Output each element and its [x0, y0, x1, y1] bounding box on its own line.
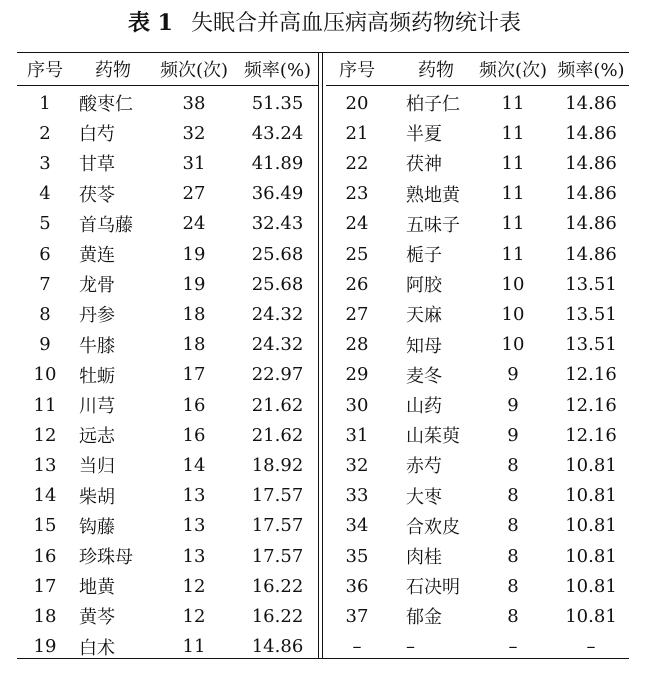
row-frequency: 9 [507, 424, 519, 446]
row-drug: 黄连 [79, 245, 115, 267]
row-rate: 16.22 [251, 605, 304, 627]
table-row [17, 420, 318, 450]
table-row [326, 541, 629, 571]
row-drug: 柴胡 [79, 486, 115, 508]
row-number: 35 [345, 545, 369, 567]
row-number: 24 [345, 213, 369, 235]
table-row [326, 209, 629, 239]
row-frequency: 11 [501, 213, 525, 235]
table-left-half [17, 53, 318, 658]
row-number: 1 [39, 92, 51, 114]
row-rate: 22.97 [251, 364, 304, 386]
row-number: 37 [345, 605, 369, 627]
row-drug: 白芍 [79, 124, 115, 146]
table-row [326, 148, 629, 178]
row-frequency: 13 [182, 485, 206, 507]
row-rate: 10.81 [565, 515, 617, 537]
row-number: 8 [39, 303, 51, 325]
row-drug: 熟地黄 [406, 184, 460, 206]
row-number: 21 [345, 122, 369, 144]
table-row [326, 511, 629, 541]
table-row [17, 330, 318, 360]
row-rate: 10.81 [565, 485, 617, 507]
table-row [326, 481, 629, 511]
row-rate: 13.51 [565, 334, 617, 356]
row-number: 22 [345, 152, 369, 174]
row-number: 14 [33, 485, 57, 507]
row-frequency: 10 [501, 334, 525, 356]
table-label: 表 1 [128, 10, 173, 36]
row-frequency: 11 [501, 152, 525, 174]
table-right-half [326, 53, 629, 658]
row-rate: 12.16 [565, 424, 617, 446]
row-drug: – [406, 636, 415, 658]
row-drug: 钩藤 [79, 516, 115, 538]
row-drug: 栀子 [406, 245, 442, 267]
table-row [17, 179, 318, 209]
row-number: 34 [345, 515, 369, 537]
row-frequency: 11 [182, 636, 206, 658]
row-frequency: 12 [182, 605, 206, 627]
table-row [17, 390, 318, 420]
table-row [17, 239, 318, 269]
row-rate: 41.89 [251, 152, 304, 174]
row-frequency: 19 [182, 273, 206, 295]
row-rate: 17.57 [251, 485, 304, 507]
row-rate: 12.16 [565, 364, 617, 386]
table-row [17, 299, 318, 329]
row-drug: 赤芍 [406, 456, 442, 478]
table-row [326, 239, 629, 269]
header-number: 序号 [339, 60, 375, 81]
table-row [326, 179, 629, 209]
row-rate: 43.24 [251, 122, 304, 144]
row-number: 28 [345, 334, 369, 356]
row-rate: 21.62 [251, 394, 304, 416]
row-frequency: 17 [182, 364, 206, 386]
header-rate: 频率(%) [243, 60, 312, 81]
row-frequency: 8 [507, 575, 519, 597]
herb-frequency-table [17, 52, 629, 659]
table-row [17, 118, 318, 148]
row-number: 12 [33, 424, 57, 446]
row-frequency: – [508, 636, 518, 658]
row-frequency: 31 [182, 152, 206, 174]
row-rate: 12.16 [565, 394, 617, 416]
table-row [326, 88, 629, 118]
row-number: 13 [33, 454, 57, 476]
row-number: 26 [345, 273, 369, 295]
table-row [326, 299, 629, 329]
row-number: 31 [345, 424, 369, 446]
row-number: 20 [345, 92, 369, 114]
row-number: 16 [33, 545, 57, 567]
row-rate: 25.68 [251, 243, 304, 265]
row-drug: 茯神 [406, 154, 442, 176]
row-drug: 知母 [406, 335, 442, 357]
row-drug: 大枣 [406, 486, 442, 508]
row-drug: 石决明 [406, 577, 460, 599]
header-frequency: 频次(次) [478, 60, 548, 81]
row-drug: 山茱萸 [406, 426, 460, 448]
double-divider-line [318, 53, 319, 658]
table-row [17, 601, 318, 631]
row-rate: 17.57 [251, 515, 304, 537]
row-drug: 牛膝 [79, 335, 115, 357]
row-frequency: 24 [182, 213, 206, 235]
row-drug: 阿胶 [406, 275, 442, 297]
row-number: 30 [345, 394, 369, 416]
row-drug: 黄芩 [79, 607, 115, 629]
row-rate: 14.86 [565, 122, 617, 144]
table-row [17, 511, 318, 541]
row-number: 25 [345, 243, 369, 265]
table-title: 失眠合并高血压病高频药物统计表 [190, 11, 521, 36]
table-row [326, 330, 629, 360]
row-rate: 36.49 [251, 183, 304, 205]
row-drug: 首乌藤 [79, 214, 133, 236]
row-drug: 当归 [79, 456, 115, 478]
row-rate: 10.81 [565, 454, 617, 476]
row-frequency: 9 [507, 364, 519, 386]
row-rate: 14.86 [565, 243, 617, 265]
row-drug: 茯苓 [79, 184, 115, 206]
row-frequency: 13 [182, 545, 206, 567]
row-number: 18 [33, 605, 57, 627]
row-frequency: 8 [507, 485, 519, 507]
row-frequency: 18 [182, 334, 206, 356]
row-rate: 14.86 [565, 213, 617, 235]
row-rate: 10.81 [565, 605, 617, 627]
table-row [17, 541, 318, 571]
row-frequency: 11 [501, 243, 525, 265]
header-number: 序号 [27, 60, 63, 81]
table-row [17, 209, 318, 239]
row-drug: 山药 [406, 396, 442, 418]
row-rate: 51.35 [251, 92, 304, 114]
row-number: 11 [33, 394, 57, 416]
row-number: 2 [39, 122, 51, 144]
row-number: 9 [39, 334, 51, 356]
row-frequency: 8 [507, 515, 519, 537]
row-drug: 白术 [79, 637, 115, 659]
table-row [326, 360, 629, 390]
row-rate: 14.86 [565, 183, 617, 205]
row-number: 23 [345, 183, 369, 205]
row-frequency: 27 [182, 183, 206, 205]
row-frequency: 16 [182, 424, 206, 446]
table-row [17, 148, 318, 178]
header-drug: 药物 [95, 60, 131, 81]
row-rate: 16.22 [251, 575, 304, 597]
row-drug: 肉桂 [406, 547, 442, 569]
table-row [326, 632, 629, 662]
row-rate: 25.68 [251, 273, 304, 295]
row-rate: 13.51 [565, 273, 617, 295]
row-frequency: 10 [501, 303, 525, 325]
row-frequency: 12 [182, 575, 206, 597]
row-frequency: 32 [182, 122, 206, 144]
row-rate: 10.81 [565, 575, 617, 597]
row-number: 27 [345, 303, 369, 325]
table-row [326, 571, 629, 601]
header-rate: 频率(%) [557, 60, 625, 81]
row-drug: 五味子 [406, 214, 460, 236]
row-number: 5 [39, 213, 51, 235]
row-frequency: 10 [501, 273, 525, 295]
row-number: 6 [39, 243, 51, 265]
row-frequency: 16 [182, 394, 206, 416]
row-drug: 地黄 [79, 577, 115, 599]
table-header-right [326, 53, 629, 86]
row-drug: 麦冬 [406, 365, 442, 387]
table-row [326, 450, 629, 480]
table-row [326, 390, 629, 420]
table-caption [0, 9, 649, 38]
row-rate: 18.92 [251, 454, 304, 476]
row-rate: 21.62 [251, 424, 304, 446]
row-frequency: 9 [507, 394, 519, 416]
row-rate: 14.86 [565, 92, 617, 114]
row-frequency: 38 [182, 92, 206, 114]
row-number: 33 [345, 485, 369, 507]
header-drug: 药物 [418, 60, 454, 81]
row-number: 32 [345, 454, 369, 476]
row-drug: 柏子仁 [406, 94, 460, 116]
table-row [17, 360, 318, 390]
row-rate: 14.86 [251, 636, 304, 658]
row-frequency: 11 [501, 183, 525, 205]
row-number: 3 [39, 152, 51, 174]
row-rate: 32.43 [251, 213, 304, 235]
row-rate: 24.32 [251, 303, 304, 325]
row-number: 36 [345, 575, 369, 597]
row-frequency: 8 [507, 454, 519, 476]
table-header-left [17, 53, 318, 86]
row-drug: 甘草 [79, 154, 115, 176]
double-divider-line [322, 53, 323, 658]
table-row [17, 481, 318, 511]
row-drug: 天麻 [406, 305, 442, 327]
row-number: 10 [33, 364, 57, 386]
row-rate: 13.51 [565, 303, 617, 325]
table-row [17, 450, 318, 480]
row-drug: 川芎 [79, 396, 115, 418]
row-drug: 牡蛎 [79, 365, 115, 387]
row-frequency: 11 [501, 92, 525, 114]
table-row [17, 269, 318, 299]
table-row [17, 571, 318, 601]
row-frequency: 13 [182, 515, 206, 537]
row-number: 19 [33, 636, 57, 658]
row-frequency: 8 [507, 605, 519, 627]
row-number: – [352, 636, 362, 658]
row-drug: 龙骨 [79, 275, 115, 297]
row-rate: 24.32 [251, 334, 304, 356]
row-frequency: 14 [182, 454, 206, 476]
header-frequency: 频次(次) [159, 60, 229, 81]
row-rate: 14.86 [565, 152, 617, 174]
row-drug: 酸枣仁 [79, 94, 133, 116]
row-frequency: 19 [182, 243, 206, 265]
row-number: 15 [33, 515, 57, 537]
table-row [326, 118, 629, 148]
row-number: 17 [33, 575, 57, 597]
row-drug: 合欢皮 [406, 516, 460, 538]
row-drug: 郁金 [406, 607, 442, 629]
row-drug: 珍珠母 [79, 547, 133, 569]
row-frequency: 11 [501, 122, 525, 144]
row-rate: 17.57 [251, 545, 304, 567]
row-number: 7 [39, 273, 51, 295]
row-frequency: 8 [507, 545, 519, 567]
table-row [326, 420, 629, 450]
row-drug: 丹参 [79, 305, 115, 327]
row-drug: 半夏 [406, 124, 442, 146]
table-row [17, 88, 318, 118]
row-number: 4 [39, 183, 51, 205]
row-rate: – [586, 636, 596, 658]
table-row [326, 269, 629, 299]
row-frequency: 18 [182, 303, 206, 325]
row-rate: 10.81 [565, 545, 617, 567]
table-row [17, 632, 318, 662]
row-number: 29 [345, 364, 369, 386]
table-row [326, 601, 629, 631]
row-drug: 远志 [79, 426, 115, 448]
